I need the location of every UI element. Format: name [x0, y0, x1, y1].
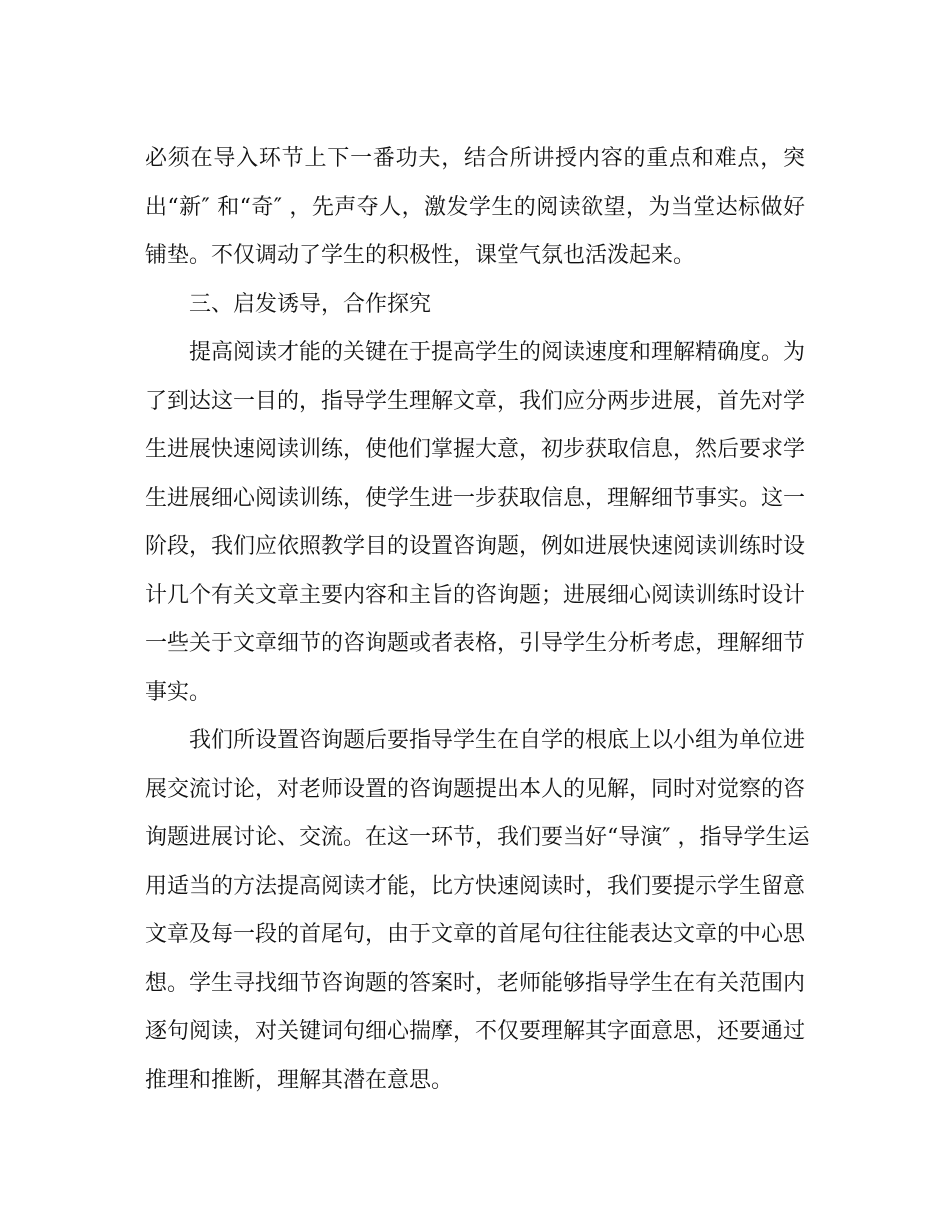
- text-line: 推理和推断，理解其潜在意思。: [145, 1067, 454, 1093]
- text-line: 提高阅读才能的关键在于提高学生的阅读速度和理解精确度。为: [189, 340, 806, 365]
- text-line: 询题进展讨论、交流。在这一环节，我们要当好“导演″ ，指导学生运: [145, 825, 810, 850]
- text-line: 生进展细心阅读训练，使学生进一步获取信息，理解细节事实。这一: [145, 485, 806, 511]
- text-line: 阶段，我们应依照教学目的设置咨询题，例如进展快速阅读训练时设: [145, 534, 806, 559]
- text-line: 出“新″ 和“奇″ ，先声夺人，激发学生的阅读欲望，为当堂达标做好: [145, 194, 805, 220]
- text-line: 计几个有关文章主要内容和主旨的咨询题；进展细心阅读训练时设计: [145, 582, 806, 608]
- text-line: 了到达这一目的，指导学生理解文章，我们应分两步进展，首先对学: [145, 388, 806, 414]
- text-line: 用适当的方法提高阅读才能，比方快速阅读时，我们要提示学生留意: [145, 873, 806, 899]
- text-line: 展交流讨论，对老师设置的咨询题提出本人的见解，同时对觉察的咨: [145, 776, 806, 802]
- text-line: 一些关于文章细节的咨询题或者表格，引导学生分析考虑，理解细节: [145, 631, 806, 656]
- section-heading: 三、启发诱导，合作探究: [189, 291, 432, 317]
- text-line: 逐句阅读，对关键词句细心揣摩，不仅要理解其字面意思，还要通过: [145, 1019, 806, 1044]
- text-line: 铺垫。不仅调动了学生的积极性，课堂气氛也活泼起来。: [145, 243, 696, 268]
- text-line: 我们所设置咨询题后要指导学生在自学的根底上以小组为单位进: [189, 728, 806, 753]
- text-line: 想。学生寻找细节咨询题的答案时，老师能够指导学生在有关范围内: [145, 970, 806, 996]
- document-body: [145, 135, 810, 1105]
- text-line: 事实。: [145, 679, 212, 705]
- text-line: 文章及每一段的首尾句，由于文章的首尾句往往能表达文章的中心思: [145, 922, 806, 947]
- text-line: 生进展快速阅读训练，使他们掌握大意，初步获取信息，然后要求学: [145, 437, 806, 462]
- text-line: 必须在导入环节上下一番功夫，结合所讲授内容的重点和难点，突: [145, 146, 805, 171]
